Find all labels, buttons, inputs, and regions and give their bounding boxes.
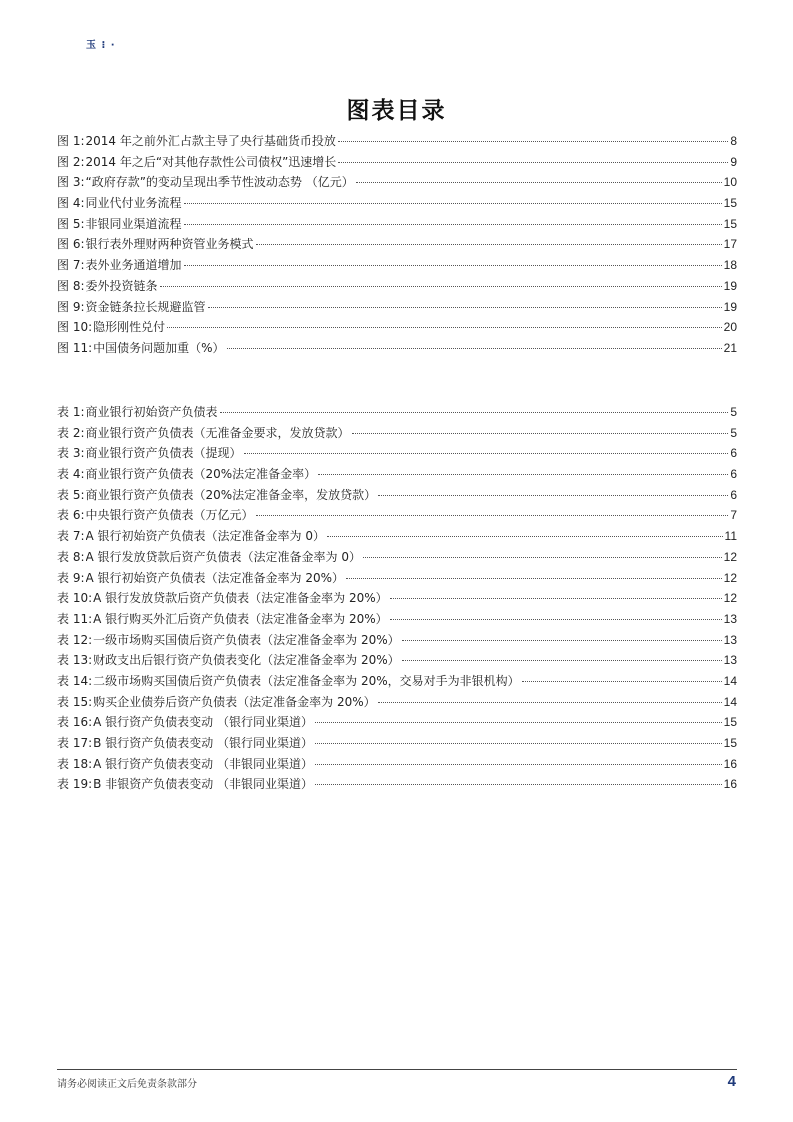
table-entry-title: 财政支出后银行资产负债表变化（法定准备金率为 20%） <box>93 653 400 668</box>
table-entry-title: A 银行发放贷款后资产负债表（法定准备金率为 20%） <box>93 591 388 606</box>
table-entry-label: 表 8: <box>57 549 85 564</box>
dot-leader <box>402 639 722 641</box>
table-entry-label: 表 13: <box>57 653 93 668</box>
figure-entry[interactable] <box>57 152 737 173</box>
dot-leader <box>184 202 722 204</box>
table-entry[interactable] <box>57 568 737 589</box>
figure-entry[interactable] <box>57 297 737 318</box>
table-entry-page-number: 15 <box>723 736 737 750</box>
figure-entry-label: 图 2: <box>57 154 85 169</box>
footer-divider <box>57 1069 737 1070</box>
figure-entry[interactable] <box>57 193 737 214</box>
table-entry-page-number: 12 <box>723 570 737 585</box>
figure-entry-page-number: 9 <box>730 154 737 169</box>
dot-leader <box>338 140 728 142</box>
dot-leader <box>184 264 722 266</box>
figure-entry-title: 中国债务问题加重（%） <box>93 340 225 355</box>
table-entry-page-number: 14 <box>723 694 737 709</box>
figure-entry-title: 隐形刚性兑付 <box>93 320 166 335</box>
figure-entry-page-number: 21 <box>723 340 737 355</box>
figure-entry[interactable] <box>57 234 737 255</box>
figure-entry[interactable] <box>57 214 737 235</box>
table-entry[interactable] <box>57 671 737 692</box>
table-entry-title: 商业银行资产负债表（提现） <box>85 446 242 461</box>
dot-leader <box>390 597 722 599</box>
logo: 玉 ⁝ · <box>86 40 116 51</box>
table-entry-title: 二级市场购买国债后资产负债表（法定准备金率为 20%，交易对手为非银机构） <box>93 673 520 688</box>
table-entry-label: 表 3: <box>57 446 85 461</box>
table-entry-label: 表 7: <box>57 529 85 544</box>
table-entry-label: 表 4: <box>57 467 85 482</box>
table-entry-title: B 非银资产负债表变动 （非银同业渠道） <box>93 777 314 792</box>
figure-entry-title: 2014 年之前外汇占款主导了央行基础货币投放 <box>85 134 336 148</box>
table-entry-page-number: 13 <box>723 632 737 647</box>
table-entry-title: A 银行购买外汇后资产负债表（法定准备金率为 20%） <box>93 611 388 626</box>
table-entry[interactable] <box>57 402 737 423</box>
table-entry-title: 商业银行初始资产负债表 <box>85 405 218 419</box>
dot-leader <box>256 514 729 516</box>
table-entry[interactable] <box>57 547 737 568</box>
dot-leader <box>184 223 722 225</box>
table-entry[interactable] <box>57 712 737 733</box>
dot-leader <box>402 659 722 661</box>
table-entry-page-number: 12 <box>723 591 737 606</box>
dot-leader <box>208 306 722 308</box>
table-entry-page-number: 12 <box>723 549 737 564</box>
figure-entry-label: 图 6: <box>57 237 85 252</box>
dot-leader <box>346 577 722 579</box>
figure-entry-title: 表外业务通道增加 <box>85 258 182 273</box>
figure-entry-label: 图 1: <box>57 134 85 148</box>
figure-list <box>57 131 737 359</box>
table-entry-page-number: 7 <box>730 508 737 523</box>
figure-entry-title: 同业代付业务流程 <box>85 196 182 211</box>
figure-entry-title: 银行表外理财两种资管业务模式 <box>85 237 254 252</box>
figure-entry-page-number: 18 <box>723 258 737 273</box>
dot-leader <box>378 701 722 703</box>
table-entry[interactable] <box>57 423 737 444</box>
table-entry-label: 表 18: <box>57 756 93 771</box>
dot-leader <box>244 452 729 454</box>
figure-entry-label: 图 11: <box>57 340 93 355</box>
dot-leader <box>327 535 723 537</box>
page-title: 图表目录 <box>346 98 447 124</box>
figure-entry-label: 图 4: <box>57 196 85 211</box>
table-entry-page-number: 13 <box>723 653 737 668</box>
dot-leader <box>315 783 722 785</box>
table-entry-title: B 银行资产负债表变动 （银行同业渠道） <box>93 736 314 750</box>
table-entry-label: 表 16: <box>57 715 93 730</box>
table-entry[interactable] <box>57 754 737 775</box>
dot-leader <box>338 161 728 163</box>
table-entry-label: 表 19: <box>57 777 93 792</box>
figure-entry[interactable] <box>57 255 737 276</box>
figure-entry-title: 非银同业渠道流程 <box>85 216 182 231</box>
table-entry-title: 商业银行资产负债表（20%法定准备金率） <box>85 467 317 482</box>
figure-entry-label: 图 8: <box>57 278 85 293</box>
table-entry-title: 商业银行资产负债表（无准备金要求，发放贷款） <box>85 425 350 440</box>
table-entry-label: 表 1: <box>57 405 85 419</box>
figure-entry-page-number: 15 <box>723 216 737 231</box>
table-entry-label: 表 14: <box>57 673 93 688</box>
figure-entry-label: 图 10: <box>57 320 93 335</box>
figure-entry[interactable] <box>57 276 737 297</box>
table-entry-label: 表 2: <box>57 425 85 440</box>
figure-entry-title: 2014 年之后“对其他存款性公司债权”迅速增长 <box>85 154 337 169</box>
table-list <box>57 402 737 795</box>
table-entry-label: 表 15: <box>57 694 93 709</box>
dot-leader <box>315 742 722 744</box>
dot-leader <box>390 618 722 620</box>
table-entry-title: A 银行初始资产负债表（法定准备金率为 20%） <box>85 570 345 585</box>
figure-entry[interactable] <box>57 338 737 359</box>
figure-entry-title: 委外投资链条 <box>85 278 158 293</box>
dot-leader <box>167 326 721 328</box>
table-entry[interactable] <box>57 443 737 464</box>
table-entry-page-number: 16 <box>723 756 737 771</box>
table-entry-page-number: 15 <box>723 715 737 730</box>
dot-leader <box>315 763 722 765</box>
table-entry[interactable] <box>57 650 737 671</box>
table-entry-page-number: 5 <box>730 425 737 440</box>
table-entry[interactable] <box>57 588 737 609</box>
page-number: 4 <box>727 1073 736 1090</box>
figure-entry-page-number: 10 <box>723 175 737 190</box>
table-entry[interactable] <box>57 692 737 713</box>
dot-leader <box>160 285 722 287</box>
dot-leader <box>227 347 722 349</box>
figure-entry-label: 图 3: <box>57 175 85 190</box>
table-entry-title: A 银行资产负债表变动 （非银同业渠道） <box>93 756 313 771</box>
dot-leader <box>318 473 728 475</box>
figure-entry-page-number: 15 <box>723 196 737 211</box>
figure-entry-title: 资金链条拉长规避监管 <box>85 299 206 314</box>
dot-leader <box>256 243 722 245</box>
figure-entry[interactable] <box>57 317 737 338</box>
figure-entry[interactable] <box>57 131 737 152</box>
table-entry-label: 表 11: <box>57 611 93 626</box>
table-entry[interactable] <box>57 733 737 754</box>
table-entry-page-number: 13 <box>723 611 737 626</box>
dot-leader <box>363 556 722 558</box>
table-entry-title: A 银行发放贷款后资产负债表（法定准备金率为 0） <box>85 549 361 564</box>
table-entry-label: 表 5: <box>57 487 85 502</box>
figure-entry-page-number: 17 <box>723 237 737 252</box>
table-entry-label: 表 10: <box>57 591 93 606</box>
footer-disclaimer: 请务必阅读正文后免责条款部分 <box>57 1079 197 1090</box>
table-entry-label: 表 6: <box>57 508 85 523</box>
figure-entry-page-number: 20 <box>723 320 737 335</box>
table-entry-title: A 银行初始资产负债表（法定准备金率为 0） <box>85 529 325 544</box>
table-entry-title: 购买企业债券后资产负债表（法定准备金率为 20%） <box>93 694 376 709</box>
table-entry[interactable] <box>57 630 737 651</box>
dot-leader <box>220 411 729 413</box>
table-entry[interactable] <box>57 609 737 630</box>
table-entry-page-number: 6 <box>730 487 737 502</box>
figure-entry-page-number: 19 <box>723 278 737 293</box>
figure-entry-label: 图 5: <box>57 216 85 231</box>
figure-entry-label: 图 9: <box>57 299 85 314</box>
table-entry-page-number: 6 <box>730 446 737 461</box>
table-entry-title: A 银行资产负债表变动 （银行同业渠道） <box>93 715 313 730</box>
figure-entry[interactable] <box>57 172 737 193</box>
table-entry-title: 一级市场购买国债后资产负债表（法定准备金率为 20%） <box>93 632 400 647</box>
table-entry-label: 表 9: <box>57 570 85 585</box>
table-entry-page-number: 11 <box>724 529 737 544</box>
table-entry-title: 商业银行资产负债表（20%法定准备金率，发放贷款） <box>85 487 377 502</box>
table-entry-page-number: 5 <box>730 405 737 419</box>
table-entry-page-number: 14 <box>723 673 737 688</box>
table-entry[interactable] <box>57 464 737 485</box>
dot-leader <box>378 494 728 496</box>
figure-entry-page-number: 8 <box>730 134 737 148</box>
dot-leader <box>315 721 722 723</box>
table-entry[interactable] <box>57 774 737 795</box>
table-entry[interactable] <box>57 505 737 526</box>
figure-entry-page-number: 19 <box>723 299 737 314</box>
dot-leader <box>356 181 722 183</box>
table-entry-page-number: 16 <box>723 777 737 792</box>
figure-entry-label: 图 7: <box>57 258 85 273</box>
dot-leader <box>352 432 729 434</box>
table-entry[interactable] <box>57 485 737 506</box>
table-entry-label: 表 12: <box>57 632 93 647</box>
table-entry-label: 表 17: <box>57 736 93 750</box>
table-entry-title: 中央银行资产负债表（万亿元） <box>85 508 254 523</box>
dot-leader <box>522 680 722 682</box>
table-entry[interactable] <box>57 526 737 547</box>
table-entry-page-number: 6 <box>730 467 737 482</box>
figure-entry-title: “政府存款”的变动呈现出季节性波动态势 （亿元） <box>85 175 354 190</box>
